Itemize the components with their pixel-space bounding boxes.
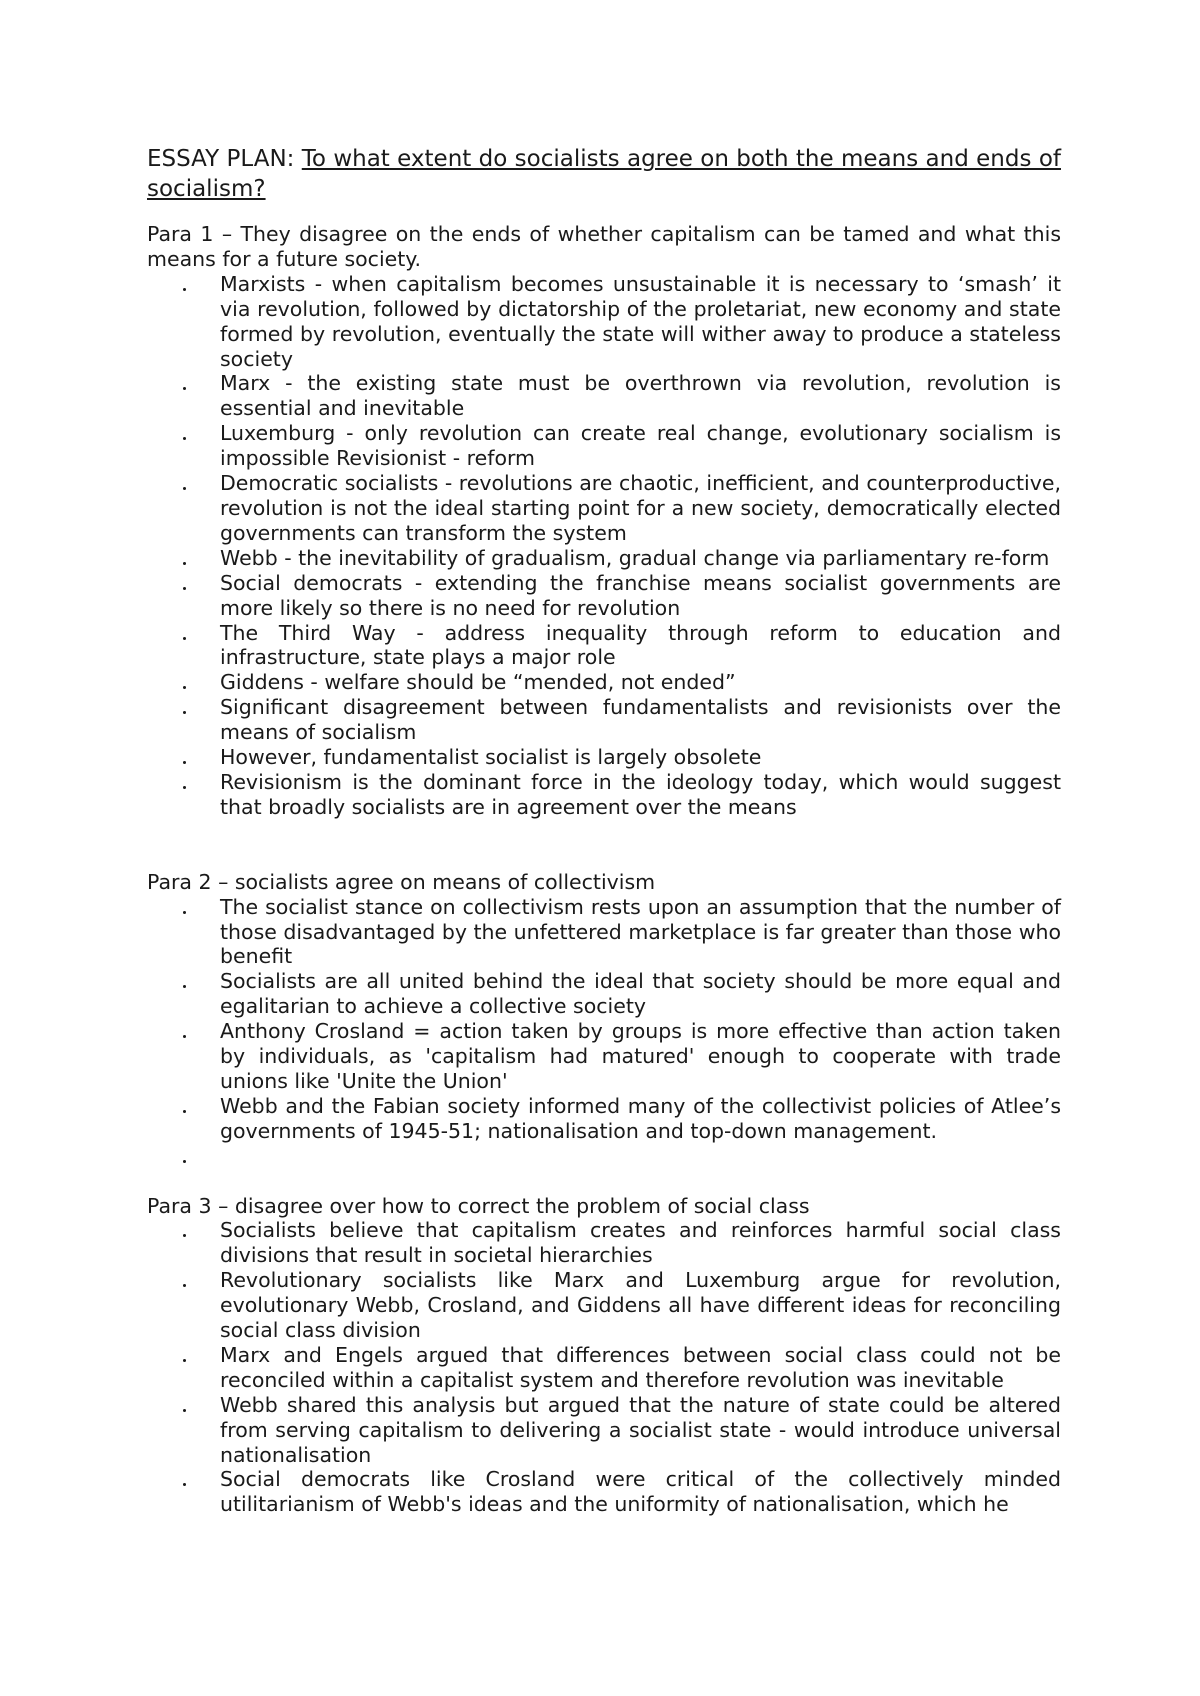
bullet-item: Revolutionary socialists like Marx and Luxemburg argue for revolution, evolutionary Webb, Crosland, and Giddens all have different ideas for reconciling social class division [220,1268,1061,1343]
section-para-2 [147,870,1061,1169]
bullet-item-empty [220,1144,1061,1169]
bullet-item: The socialist stance on collectivism rests upon an assumption that the number of those disadvantaged by the unfettered marketplace is far greater than those who benefit [220,894,1061,969]
spacer [147,820,1061,870]
document-page [147,144,1061,1517]
bullet-list [147,1218,1061,1517]
bullet-item: Marx and Engels argued that differences between social class could not be reconciled within a capitalist system and therefore revolution was inevitable [220,1342,1061,1392]
bullet-item: Socialists are all united behind the ideal that society should be more equal and egalitarian to achieve a collective society [220,969,1061,1019]
bullet-item: Democratic socialists - revolutions are chaotic, inefficient, and counterproductive, revolution is not the ideal starting point for a new society, democratically elected governments can transform the system [220,471,1061,545]
essay-title [147,144,1061,204]
bullet-list [147,895,1061,1169]
para-heading: Para 3 – disagree over how to correct the problem of social class [147,1193,810,1218]
bullet-list [147,272,1061,820]
bullet-item: Webb and the Fabian society informed many of the collectivist policies of Atlee’s governments of 1945-51; nationalisation and top-down management. [220,1093,1061,1143]
para-heading: Para 2 – socialists agree on means of collectivism [147,869,656,894]
bullet-item: However, fundamentalist socialist is largely obsolete [220,745,1061,770]
bullet-item: Significant disagreement between fundamentalists and revisionists over the means of socialism [220,695,1061,745]
bullet-item: Webb shared this analysis but argued that the nature of state could be altered from serving capitalism to delivering a socialist state - would introduce universal nationalisation [220,1392,1061,1467]
bullet-item: Social democrats - extending the franchise means socialist governments are more likely so there is no need for revolution [220,570,1061,620]
bullet-item: Giddens - welfare should be “mended, not ended” [220,670,1061,695]
bullet-item: Webb - the inevitability of gradualism, gradual change via parliamentary re-form [220,546,1061,571]
spacer [147,1169,1061,1194]
bullet-item: Marx - the existing state must be overthrown via revolution, revolution is essential and inevitable [220,371,1061,421]
title-label: ESSAY PLAN: [147,146,302,172]
section-para-3 [147,1194,1061,1518]
section-para-1 [147,222,1061,820]
bullet-item: Anthony Crosland = action taken by groups is more effective than action taken by individuals, as 'capitalism had matured' enough to cooperate with trade unions like 'Unite the Union' [220,1019,1061,1093]
bullet-item: Social democrats like Crosland were critical of the collectively minded utilitarianism of Webb's ideas and the uniformity of nationalisation, which he [220,1467,1061,1517]
bullet-item: Marxists - when capitalism becomes unsustainable it is necessary to ‘smash’ it via revolution, followed by dictatorship of the proletariat, new economy and state formed by revolution, eventually the state will wither away to produce a stateless society [220,271,1061,371]
title-question: To what extent do socialists agree on both the means and ends of socialism? [147,146,1061,202]
bullet-item: Luxemburg - only revolution can create real change, evolutionary socialism is impossible Revisionist - reform [220,421,1061,471]
bullet-item: Revisionism is the dominant force in the ideology today, which would suggest that broadly socialists are in agreement over the means [220,769,1061,819]
para-heading: Para 1 – They disagree on the ends of whether capitalism can be tamed and what this means for a future society. [147,222,1061,271]
bullet-item: The Third Way - address inequality through reform to education and infrastructure, state plays a major role [220,620,1061,670]
bullet-item: Socialists believe that capitalism creates and reinforces harmful social class divisions that result in societal hierarchies [220,1218,1061,1268]
